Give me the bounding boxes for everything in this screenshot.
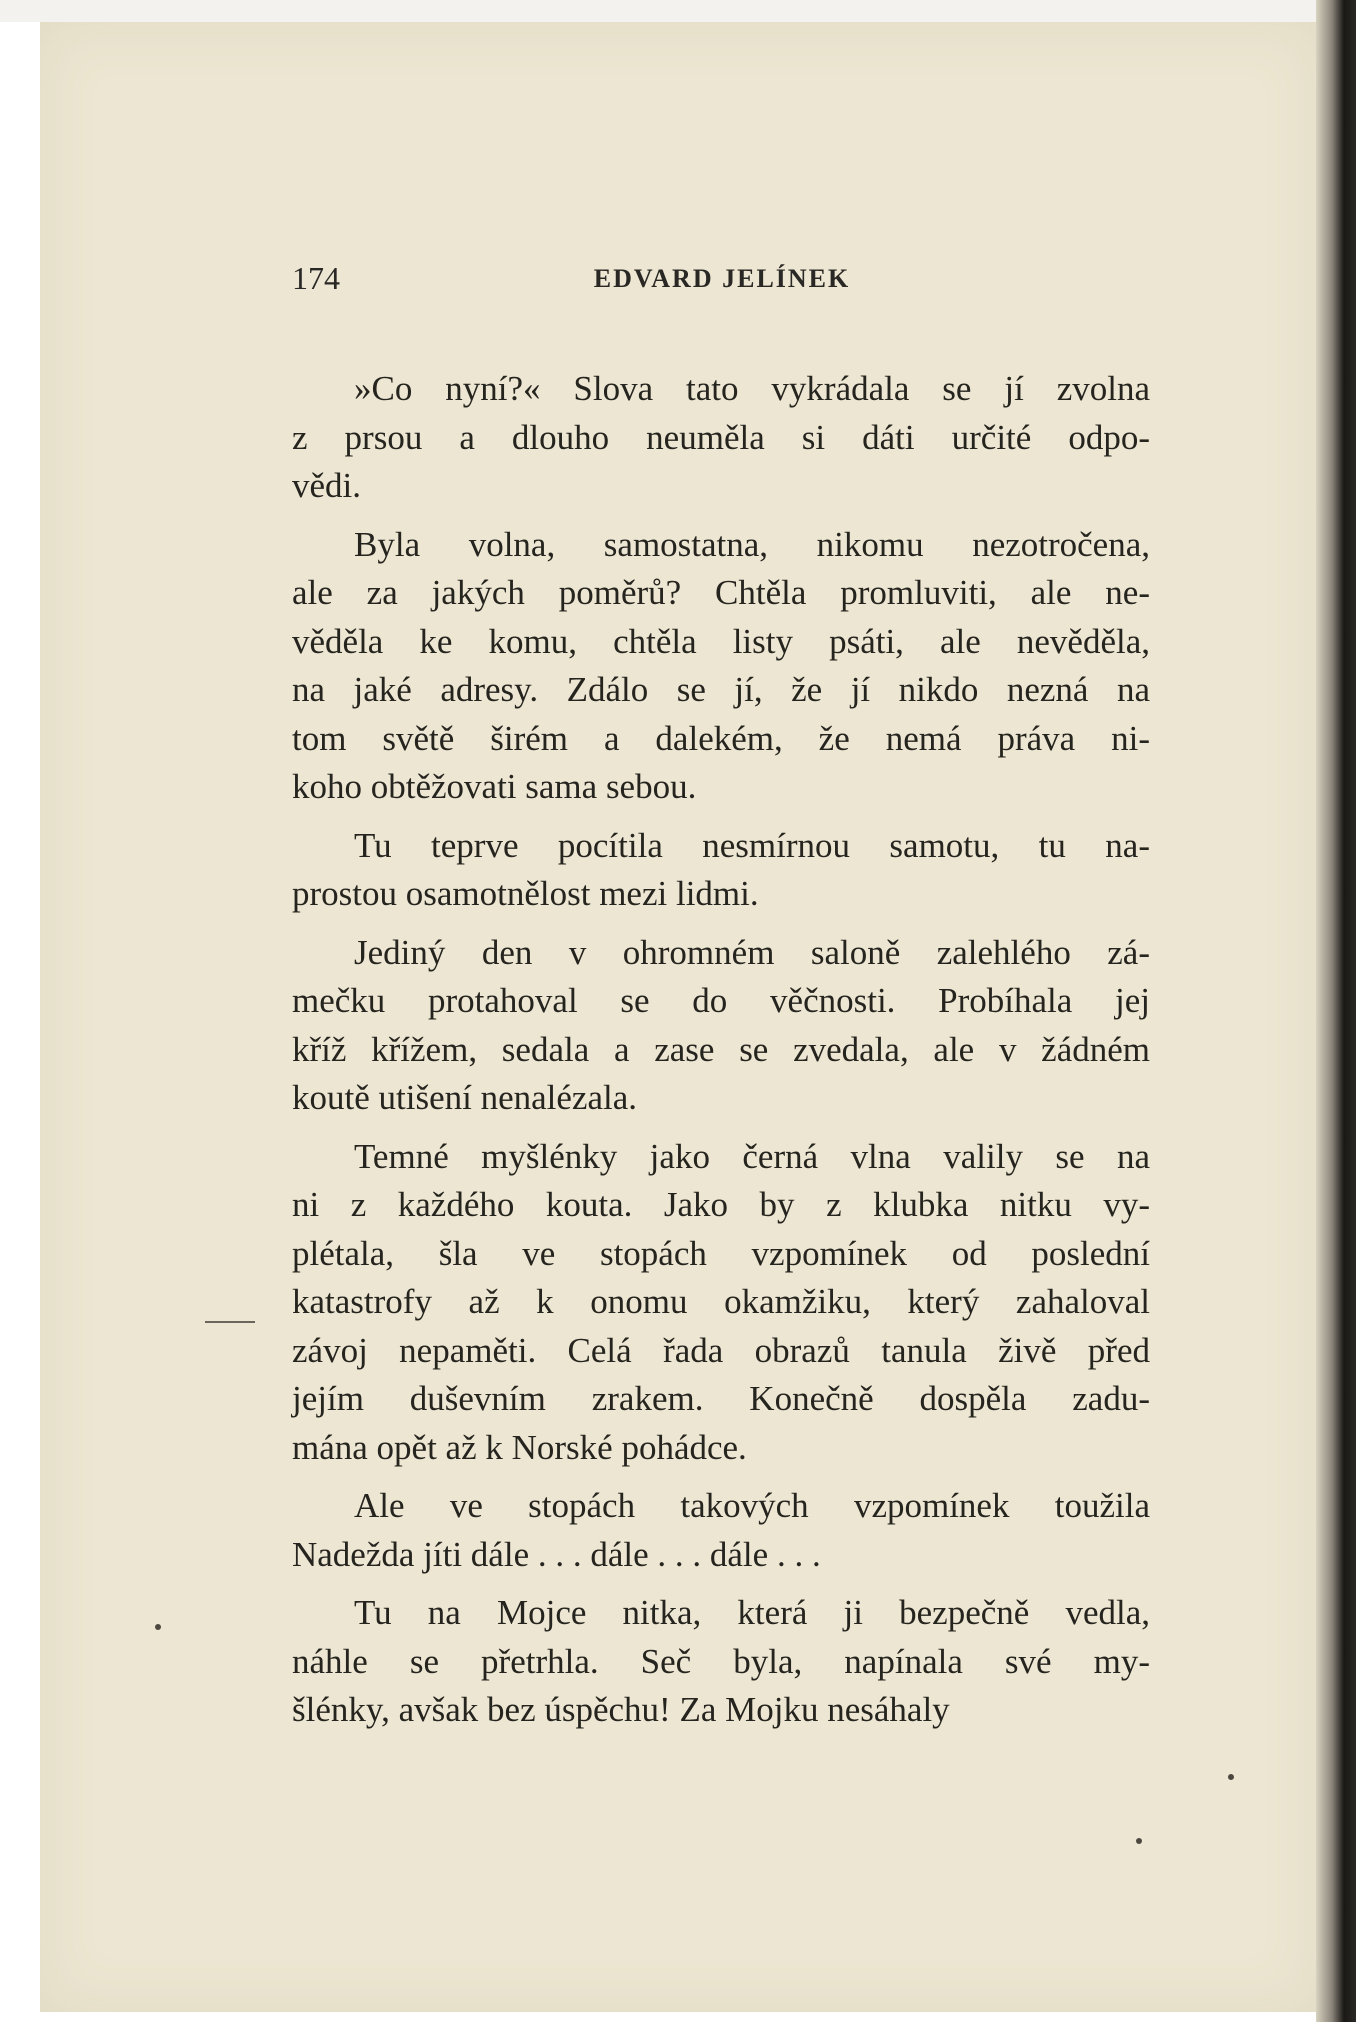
text-line: jejím duševním zrakem. Konečně dospěla zadu- (292, 1379, 1150, 1418)
speck-mark (1228, 1774, 1234, 1780)
text-line: Byla volna, samostatna, nikomu nezotročena, (354, 524, 1150, 564)
page-header (292, 260, 1152, 300)
text-line: Tu teprve pocítila nesmírnou samotu, tu na- (354, 825, 1150, 865)
paragraph (292, 1133, 1150, 1473)
book-spine-shadow (1316, 0, 1356, 2022)
text-line: ni z každého kouta. Jako by z klubka nitku vy- (292, 1185, 1150, 1224)
text-line: závoj nepaměti. Celá řada obrazů tanula živě před (292, 1330, 1150, 1370)
page-number: 174 (292, 260, 340, 296)
text-line: náhle se přetrhla. Seč byla, napínala své my- (292, 1641, 1150, 1681)
text-line: mána opět až k Norské pohádce. (292, 1427, 747, 1467)
text-line: Jediný den v ohromném saloně zalehlého zá- (354, 932, 1150, 972)
text-line: Tu na Mojce nitka, která ji bezpečně vedla, (354, 1593, 1150, 1632)
margin-dash-mark (205, 1321, 255, 1323)
text-line: katastrofy až k onomu okamžiku, který zahaloval (292, 1282, 1150, 1321)
text-line: Ale ve stopách takových vzpomínek toužila (354, 1486, 1150, 1525)
paragraph (292, 521, 1150, 812)
paragraph (292, 365, 1150, 511)
text-line: mečku protahoval se do věčnosti. Probíhala jej (292, 981, 1150, 1020)
text-line: Nadežda jíti dále . . . dále . . . dále . . . (292, 1534, 821, 1574)
text-line: Temné myšlénky jako černá vlna valily se na (354, 1136, 1150, 1176)
text-line: šlénky, avšak bez úspěchu! Za Mojku nesáhaly (292, 1690, 950, 1729)
speck-mark (1136, 1838, 1142, 1844)
text-line: kříž křížem, sedala a zase se zvedala, ale v žádném (292, 1029, 1150, 1069)
text-line: koutě utišení nenalézala. (292, 1078, 637, 1117)
scan-top-edge (0, 0, 1356, 22)
text-line: plétala, šla ve stopách vzpomínek od poslední (292, 1233, 1150, 1273)
paragraph (292, 822, 1150, 919)
text-line: tom světě širém a dalekém, že nemá práva ni- (292, 718, 1150, 758)
text-line: prostou osamotnělost mezi lidmi. (292, 874, 759, 913)
text-line: »Co nyní?« Slova tato vykrádala se jí zvolna (354, 369, 1150, 408)
text-line: věděla ke komu, chtěla listy psáti, ale nevěděla, (292, 621, 1150, 661)
text-line: ale za jakých poměrů? Chtěla promluviti, ale ne- (292, 573, 1150, 612)
paragraph (292, 1589, 1150, 1735)
paragraph (292, 929, 1150, 1123)
paragraph (292, 1482, 1150, 1579)
text-line: koho obtěžovati sama sebou. (292, 767, 697, 806)
text-line: vědi. (292, 466, 362, 505)
speck-mark (155, 1624, 161, 1630)
running-head: EDVARD JELÍNEK (593, 264, 851, 293)
body-text (292, 365, 1150, 1745)
text-line: na jaké adresy. Zdálo se jí, že jí nikdo nezná na (292, 670, 1150, 709)
text-line: z prsou a dlouho neuměla si dáti určité odpo- (292, 417, 1150, 457)
